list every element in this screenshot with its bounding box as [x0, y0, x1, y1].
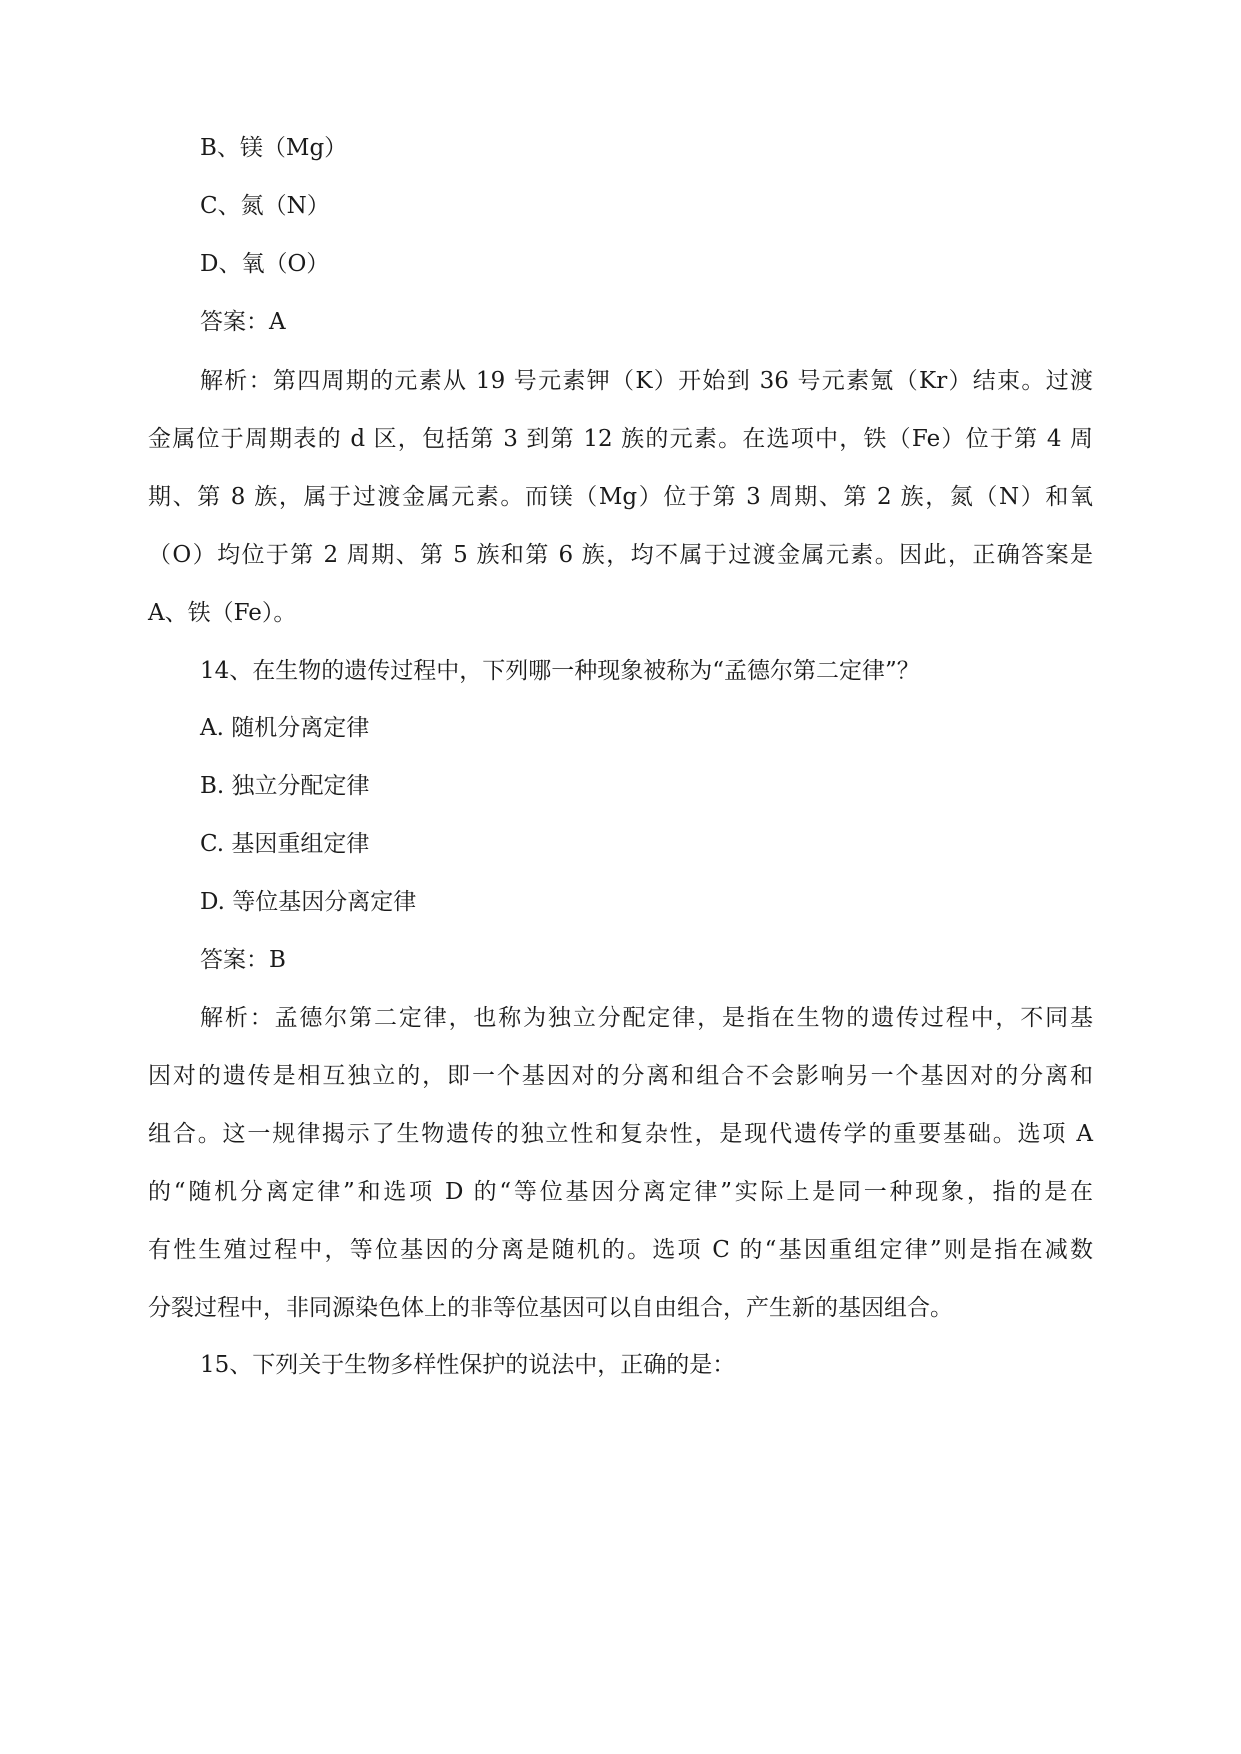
q14-option-c: C. 基因重组定律	[200, 831, 370, 857]
q14-answer: 答案：B	[200, 947, 286, 973]
q14-analysis-line: 分裂过程中，非同源染色体上的非等位基因可以自由组合，产生新的基因组合。	[148, 1295, 953, 1321]
q13-analysis-line: 解析：第四周期的元素从 19 号元素钾（K）开始到 36 号元素氪（Kr）结束。过渡	[200, 368, 1093, 394]
q14-analysis-line: 解析：孟德尔第二定律，也称为独立分配定律，是指在生物的遗传过程中，不同基	[200, 1005, 1093, 1031]
q14-analysis-line: 组合。这一规律揭示了生物遗传的独立性和复杂性，是现代遗传学的重要基础。选项 A	[148, 1121, 1093, 1147]
q13-option-b: B、镁（Mg）	[200, 135, 348, 161]
q14-question: 14、在生物的遗传过程中，下列哪一种现象被称为“孟德尔第二定律”？	[200, 658, 920, 684]
q14-analysis-line: 的“随机分离定律”和选项 D 的“等位基因分离定律”实际上是同一种现象，指的是在	[148, 1179, 1093, 1205]
q13-analysis-line: A、铁（Fe）。	[148, 600, 297, 626]
q15-question: 15、下列关于生物多样性保护的说法中，正确的是：	[200, 1352, 736, 1378]
q13-analysis-line: 金属位于周期表的 d 区，包括第 3 到第 12 族的元素。在选项中，铁（Fe）位于第 4 周	[148, 426, 1093, 452]
q14-option-a: A. 随机分离定律	[200, 715, 370, 741]
q13-option-d: D、氧（O）	[200, 251, 330, 277]
q13-analysis-line: 期、第 8 族，属于过渡金属元素。而镁（Mg）位于第 3 周期、第 2 族，氮（N）和氧	[148, 484, 1093, 510]
q13-option-c: C、氮（N）	[200, 193, 330, 219]
q14-option-b: B. 独立分配定律	[200, 773, 370, 799]
q13-answer: 答案：A	[200, 309, 286, 335]
q14-option-d: D. 等位基因分离定律	[200, 889, 417, 915]
q14-analysis-line: 因对的遗传是相互独立的，即一个基因对的分离和组合不会影响另一个基因对的分离和	[148, 1063, 1093, 1089]
q14-analysis-line: 有性生殖过程中，等位基因的分离是随机的。选项 C 的“基因重组定律”则是指在减数	[148, 1237, 1093, 1263]
q13-analysis-line: （O）均位于第 2 周期、第 5 族和第 6 族，均不属于过渡金属元素。因此，正确答案是	[148, 542, 1093, 568]
